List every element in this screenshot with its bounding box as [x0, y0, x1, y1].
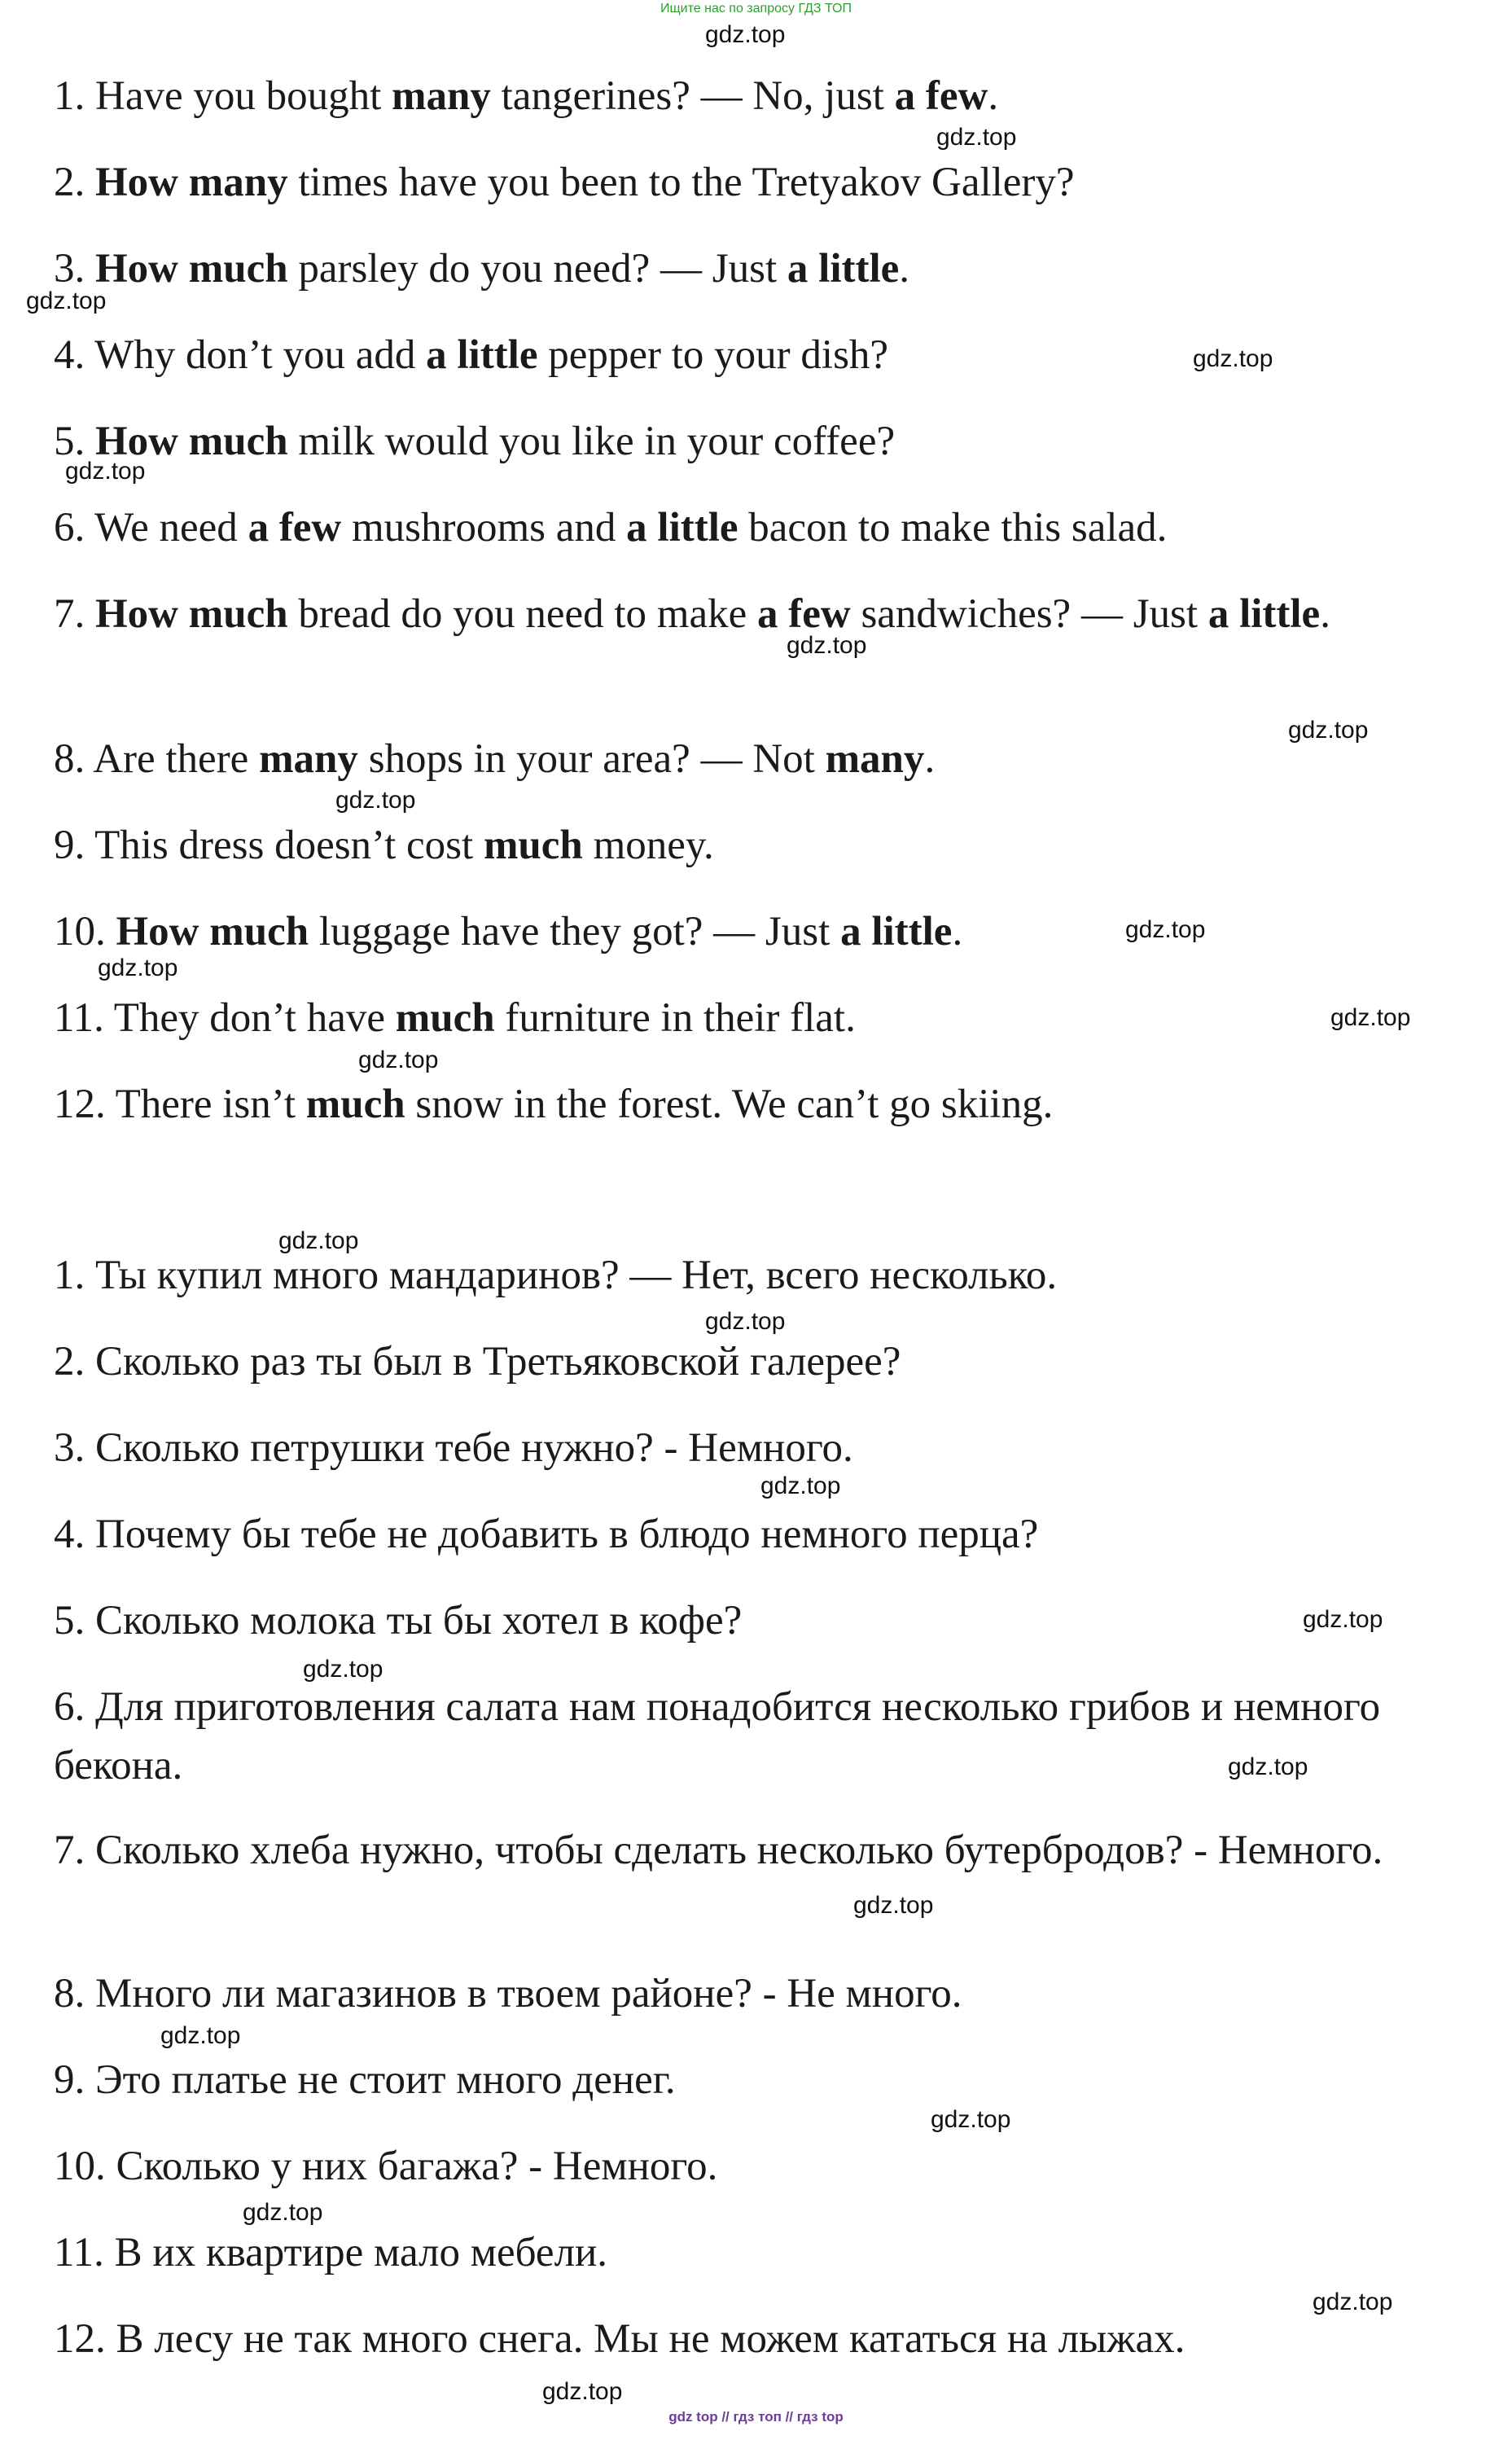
sentence-text: This dress doesn’t cost — [94, 823, 484, 868]
russian-sentence-11: 11. В их квартире мало мебели. — [54, 2230, 608, 2275]
watermark: gdz.top — [705, 1308, 786, 1335]
sentence-number: 9. — [54, 823, 95, 868]
sentence-number: 5. — [54, 419, 95, 464]
english-sentence-8 — [54, 730, 1438, 788]
watermark: gdz.top — [1303, 1606, 1383, 1633]
sentence-text: There isn’t — [115, 1082, 306, 1127]
english-sentence-2 — [54, 153, 1438, 212]
russian-sentence-9: 9. Это платье не стоит много денег. — [54, 2057, 676, 2103]
sentence-text: money. — [582, 823, 714, 868]
sentence-text: They don’t have — [113, 995, 396, 1041]
watermark: gdz.top — [705, 21, 786, 48]
watermark: gdz.top — [65, 458, 146, 485]
watermark: gdz.top — [787, 632, 867, 659]
sentence-text: sandwiches? — Just — [850, 591, 1208, 637]
quantifier-bold: a few — [757, 591, 851, 637]
sentence-text: bacon to make this salad. — [738, 505, 1168, 551]
russian-sentence-3: 3. Сколько петрушки тебе нужно? - Немного. — [54, 1425, 853, 1471]
watermark: gdz.top — [936, 124, 1017, 151]
english-sentence-4 — [54, 326, 1438, 384]
sentence-text: bread do you need to make — [287, 591, 757, 637]
russian-sentence-4: 4. Почему бы тебе не добавить в блюдо немного перца? — [54, 1512, 1039, 1557]
english-sentence-9 — [54, 816, 1438, 875]
quantifier-bold: a little — [626, 505, 738, 551]
russian-sentence-12: 12. В лесу не так много снега. Мы не можем кататься на лыжах. — [54, 2316, 1185, 2362]
russian-sentence-1: 1. Ты купил много мандаринов? — Нет, всего несколько. — [54, 1253, 1058, 1298]
top-banner: Ищите нас по запросу ГДЗ ТОП — [660, 2, 852, 15]
quantifier-bold: How much — [95, 419, 288, 464]
sentence-text: tangerines? — No, just — [490, 73, 895, 119]
sentence-text: times have you been to the Tretyakov Gallery? — [287, 160, 1075, 205]
sentence-number: 3. — [54, 246, 95, 292]
watermark: gdz.top — [303, 1656, 383, 1683]
quantifier-bold: a little — [1207, 591, 1321, 637]
quantifier-bold: How much — [95, 246, 288, 292]
quantifier-bold: a little — [426, 332, 538, 378]
quantifier-bold: How much — [116, 909, 309, 954]
sentence-number: 6. — [54, 505, 95, 551]
sentence-text: luggage have they got? — Just — [309, 909, 841, 954]
sentence-text: Have you bought — [95, 73, 392, 119]
english-sentence-7 — [54, 585, 1438, 643]
watermark: gdz.top — [335, 787, 416, 814]
watermark: gdz.top — [1313, 2289, 1393, 2315]
watermark: gdz.top — [542, 2378, 623, 2405]
sentence-text: milk would you like in your coffee? — [287, 419, 896, 464]
quantifier-bold: many — [392, 73, 491, 119]
quantifier-bold: much — [305, 1082, 405, 1127]
watermark: gdz.top — [853, 1892, 934, 1919]
sentence-number: 4. — [54, 332, 95, 378]
sentence-text: Are there — [93, 736, 260, 782]
sentence-text: mushrooms and — [341, 505, 627, 551]
sentence-text: . — [952, 909, 963, 954]
sentence-number: 8. — [54, 736, 94, 782]
russian-sentence-7: 7. Сколько хлеба нужно, чтобы сделать несколько бутербродов? - Немного. — [54, 1828, 1383, 1873]
russian-sentence-10: 10. Сколько у них багажа? - Немного. — [54, 2144, 718, 2189]
sentence-text: parsley do you need? — Just — [287, 246, 787, 292]
watermark: gdz.top — [1125, 916, 1206, 943]
sentence-text: . — [924, 736, 936, 782]
sentence-number: 12. — [54, 1082, 116, 1127]
sentence-text: pepper to your dish? — [537, 332, 889, 378]
quantifier-bold: a few — [894, 73, 988, 119]
sentence-text: We need — [94, 505, 248, 551]
watermark: gdz.top — [1228, 1753, 1308, 1780]
english-sentence-10 — [54, 902, 1438, 961]
watermark: gdz.top — [760, 1472, 841, 1499]
sentence-number: 11. — [54, 995, 114, 1041]
quantifier-bold: a few — [248, 505, 342, 551]
watermark: gdz.top — [243, 2199, 323, 2226]
sentence-number: 7. — [54, 591, 95, 637]
sentence-text: shops in your area? — Not — [357, 736, 826, 782]
quantifier-bold: much — [395, 995, 495, 1041]
quantifier-bold: a little — [787, 246, 900, 292]
russian-sentence-8: 8. Много ли магазинов в твоем районе? - Не много. — [54, 1971, 962, 2017]
watermark: gdz.top — [160, 2022, 241, 2049]
russian-sentence-5: 5. Сколько молока ты бы хотел в кофе? — [54, 1598, 743, 1643]
russian-sentence-6: 6. Для приготовления салата нам понадобится несколько грибов и немного бекона. — [54, 1684, 1381, 1788]
english-sentence-3 — [54, 239, 1438, 298]
sentence-text: . — [1320, 591, 1330, 637]
english-sentence-6 — [54, 498, 1438, 557]
watermark: gdz.top — [98, 954, 178, 981]
quantifier-bold: much — [483, 823, 583, 868]
english-sentence-11 — [54, 989, 1438, 1047]
sentence-number: 2. — [54, 160, 95, 205]
watermark: gdz.top — [278, 1227, 359, 1254]
sentence-text: . — [899, 246, 910, 292]
bottom-footer: gdz top // гдз топ // гдз top — [668, 2409, 844, 2425]
watermark: gdz.top — [26, 287, 107, 314]
sentence-text: snow in the forest. We can’t go skiing. — [405, 1082, 1054, 1127]
english-sentence-5 — [54, 412, 1438, 471]
english-sentence-12 — [54, 1075, 1438, 1134]
russian-sentence-2: 2. Сколько раз ты был в Третьяковской галерее? — [54, 1339, 901, 1385]
quantifier-bold: How much — [95, 591, 288, 637]
quantifier-bold: many — [259, 736, 358, 782]
watermark: gdz.top — [358, 1047, 439, 1073]
sentence-text: furniture in their flat. — [494, 995, 856, 1041]
watermark: gdz.top — [931, 2106, 1011, 2133]
quantifier-bold: many — [825, 736, 925, 782]
quantifier-bold: How many — [95, 160, 288, 205]
watermark: gdz.top — [1193, 345, 1273, 372]
sentence-number: 10. — [54, 909, 116, 954]
sentence-text: Why don’t you add — [94, 332, 427, 378]
english-sentence-1 — [54, 67, 1438, 125]
quantifier-bold: a little — [840, 909, 953, 954]
sentence-text: . — [988, 73, 999, 119]
sentence-number: 1. — [54, 73, 95, 119]
watermark: gdz.top — [1288, 717, 1369, 744]
watermark: gdz.top — [1330, 1004, 1411, 1031]
